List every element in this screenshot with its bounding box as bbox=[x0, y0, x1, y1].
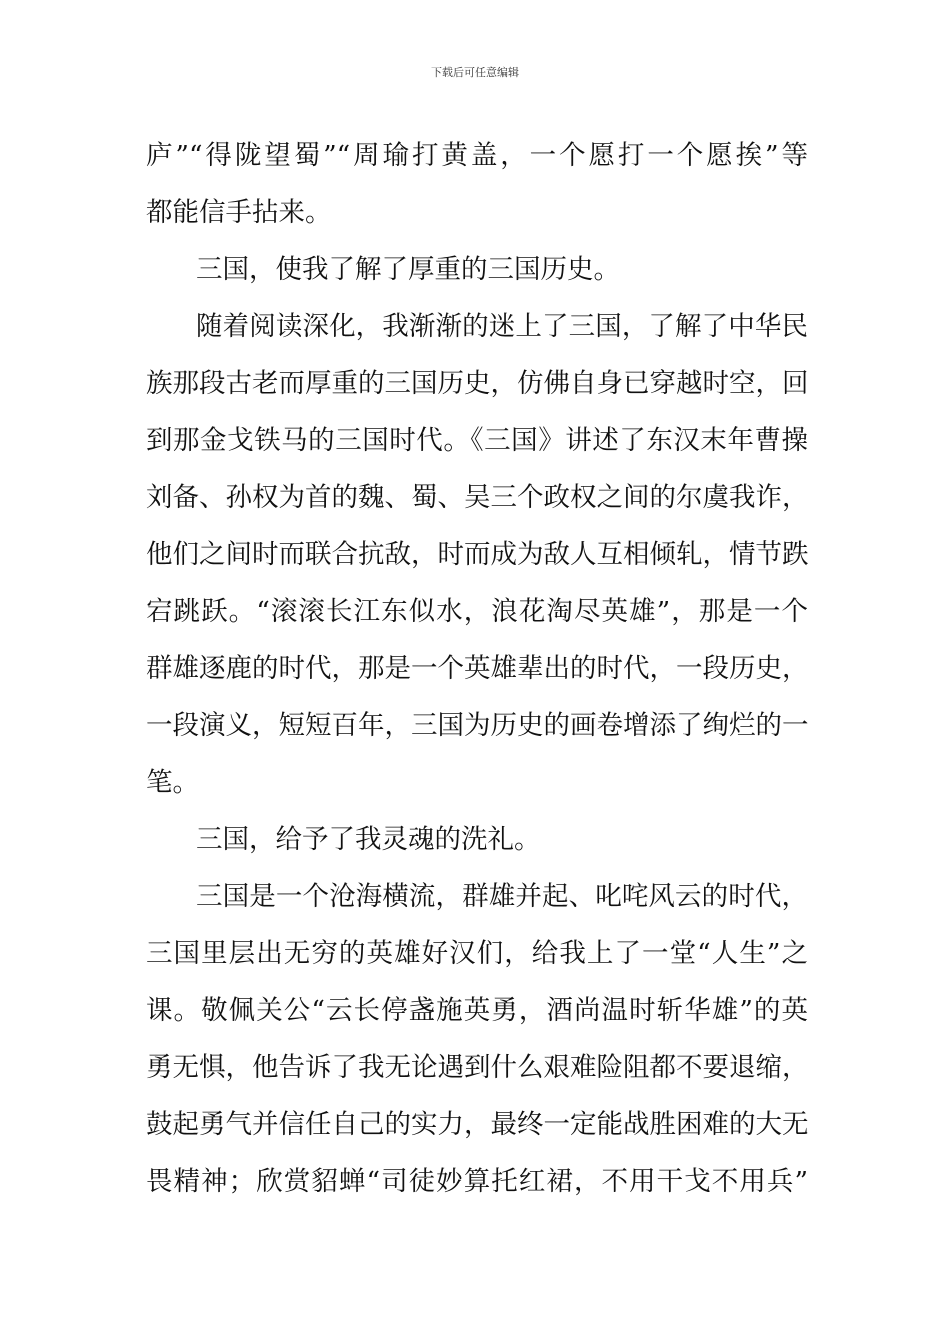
text-line: 笔。 bbox=[146, 767, 199, 798]
document-body bbox=[146, 127, 808, 1210]
text-line: 勇无惧，他告诉了我无论遇到什么艰难险阻都不要退缩， bbox=[146, 1052, 808, 1083]
text-line: 一段演义，短短百年，三国为历史的画卷增添了绚烂的一 bbox=[146, 710, 808, 741]
text-line: 群雄逐鹿的时代，那是一个英雄辈出的时代，一段历史， bbox=[146, 653, 808, 684]
page-header: 下载后可任意编辑 bbox=[431, 66, 519, 79]
text-line: 都能信手拈来。 bbox=[146, 197, 332, 228]
text-line: 随着阅读深化，我渐渐的迷上了三国，了解了中华民 bbox=[196, 311, 808, 342]
text-line: 鼓起勇气并信任自己的实力，最终一定能战胜困难的大无 bbox=[146, 1109, 808, 1140]
text-line: 三国，给予了我灵魂的洗礼。 bbox=[196, 824, 541, 855]
text-line: 课。敬佩关公“云长停盏施英勇，酒尚温时斩华雄”的英 bbox=[146, 995, 808, 1026]
text-line: 到那金戈铁马的三国时代。《三国》讲述了东汉末年曹操 bbox=[146, 425, 808, 456]
text-line: 庐”“得陇望蜀”“周瑜打黄盖，一个愿打一个愿挨”等 bbox=[146, 140, 808, 171]
text-line: 三国是一个沧海横流，群雄并起、叱咤风云的时代， bbox=[196, 881, 808, 912]
text-line: 族那段古老而厚重的三国历史，仿佛自身已穿越时空，回 bbox=[146, 368, 808, 399]
text-line: 宕跳跃。“滚滚长江东似水，浪花淘尽英雄”，那是一个 bbox=[146, 596, 808, 627]
text-line: 刘备、孙权为首的魏、蜀、吴三个政权之间的尔虞我诈， bbox=[146, 482, 808, 513]
text-line: 三国，使我了解了厚重的三国历史。 bbox=[196, 254, 620, 285]
text-line: 三国里层出无穷的英雄好汉们，给我上了一堂“人生”之 bbox=[146, 938, 808, 969]
text-line: 他们之间时而联合抗敌，时而成为敌人互相倾轧，情节跌 bbox=[146, 539, 808, 570]
text-line: 畏精神；欣赏貂蝉“司徒妙算托红裙，不用干戈不用兵” bbox=[146, 1166, 808, 1197]
